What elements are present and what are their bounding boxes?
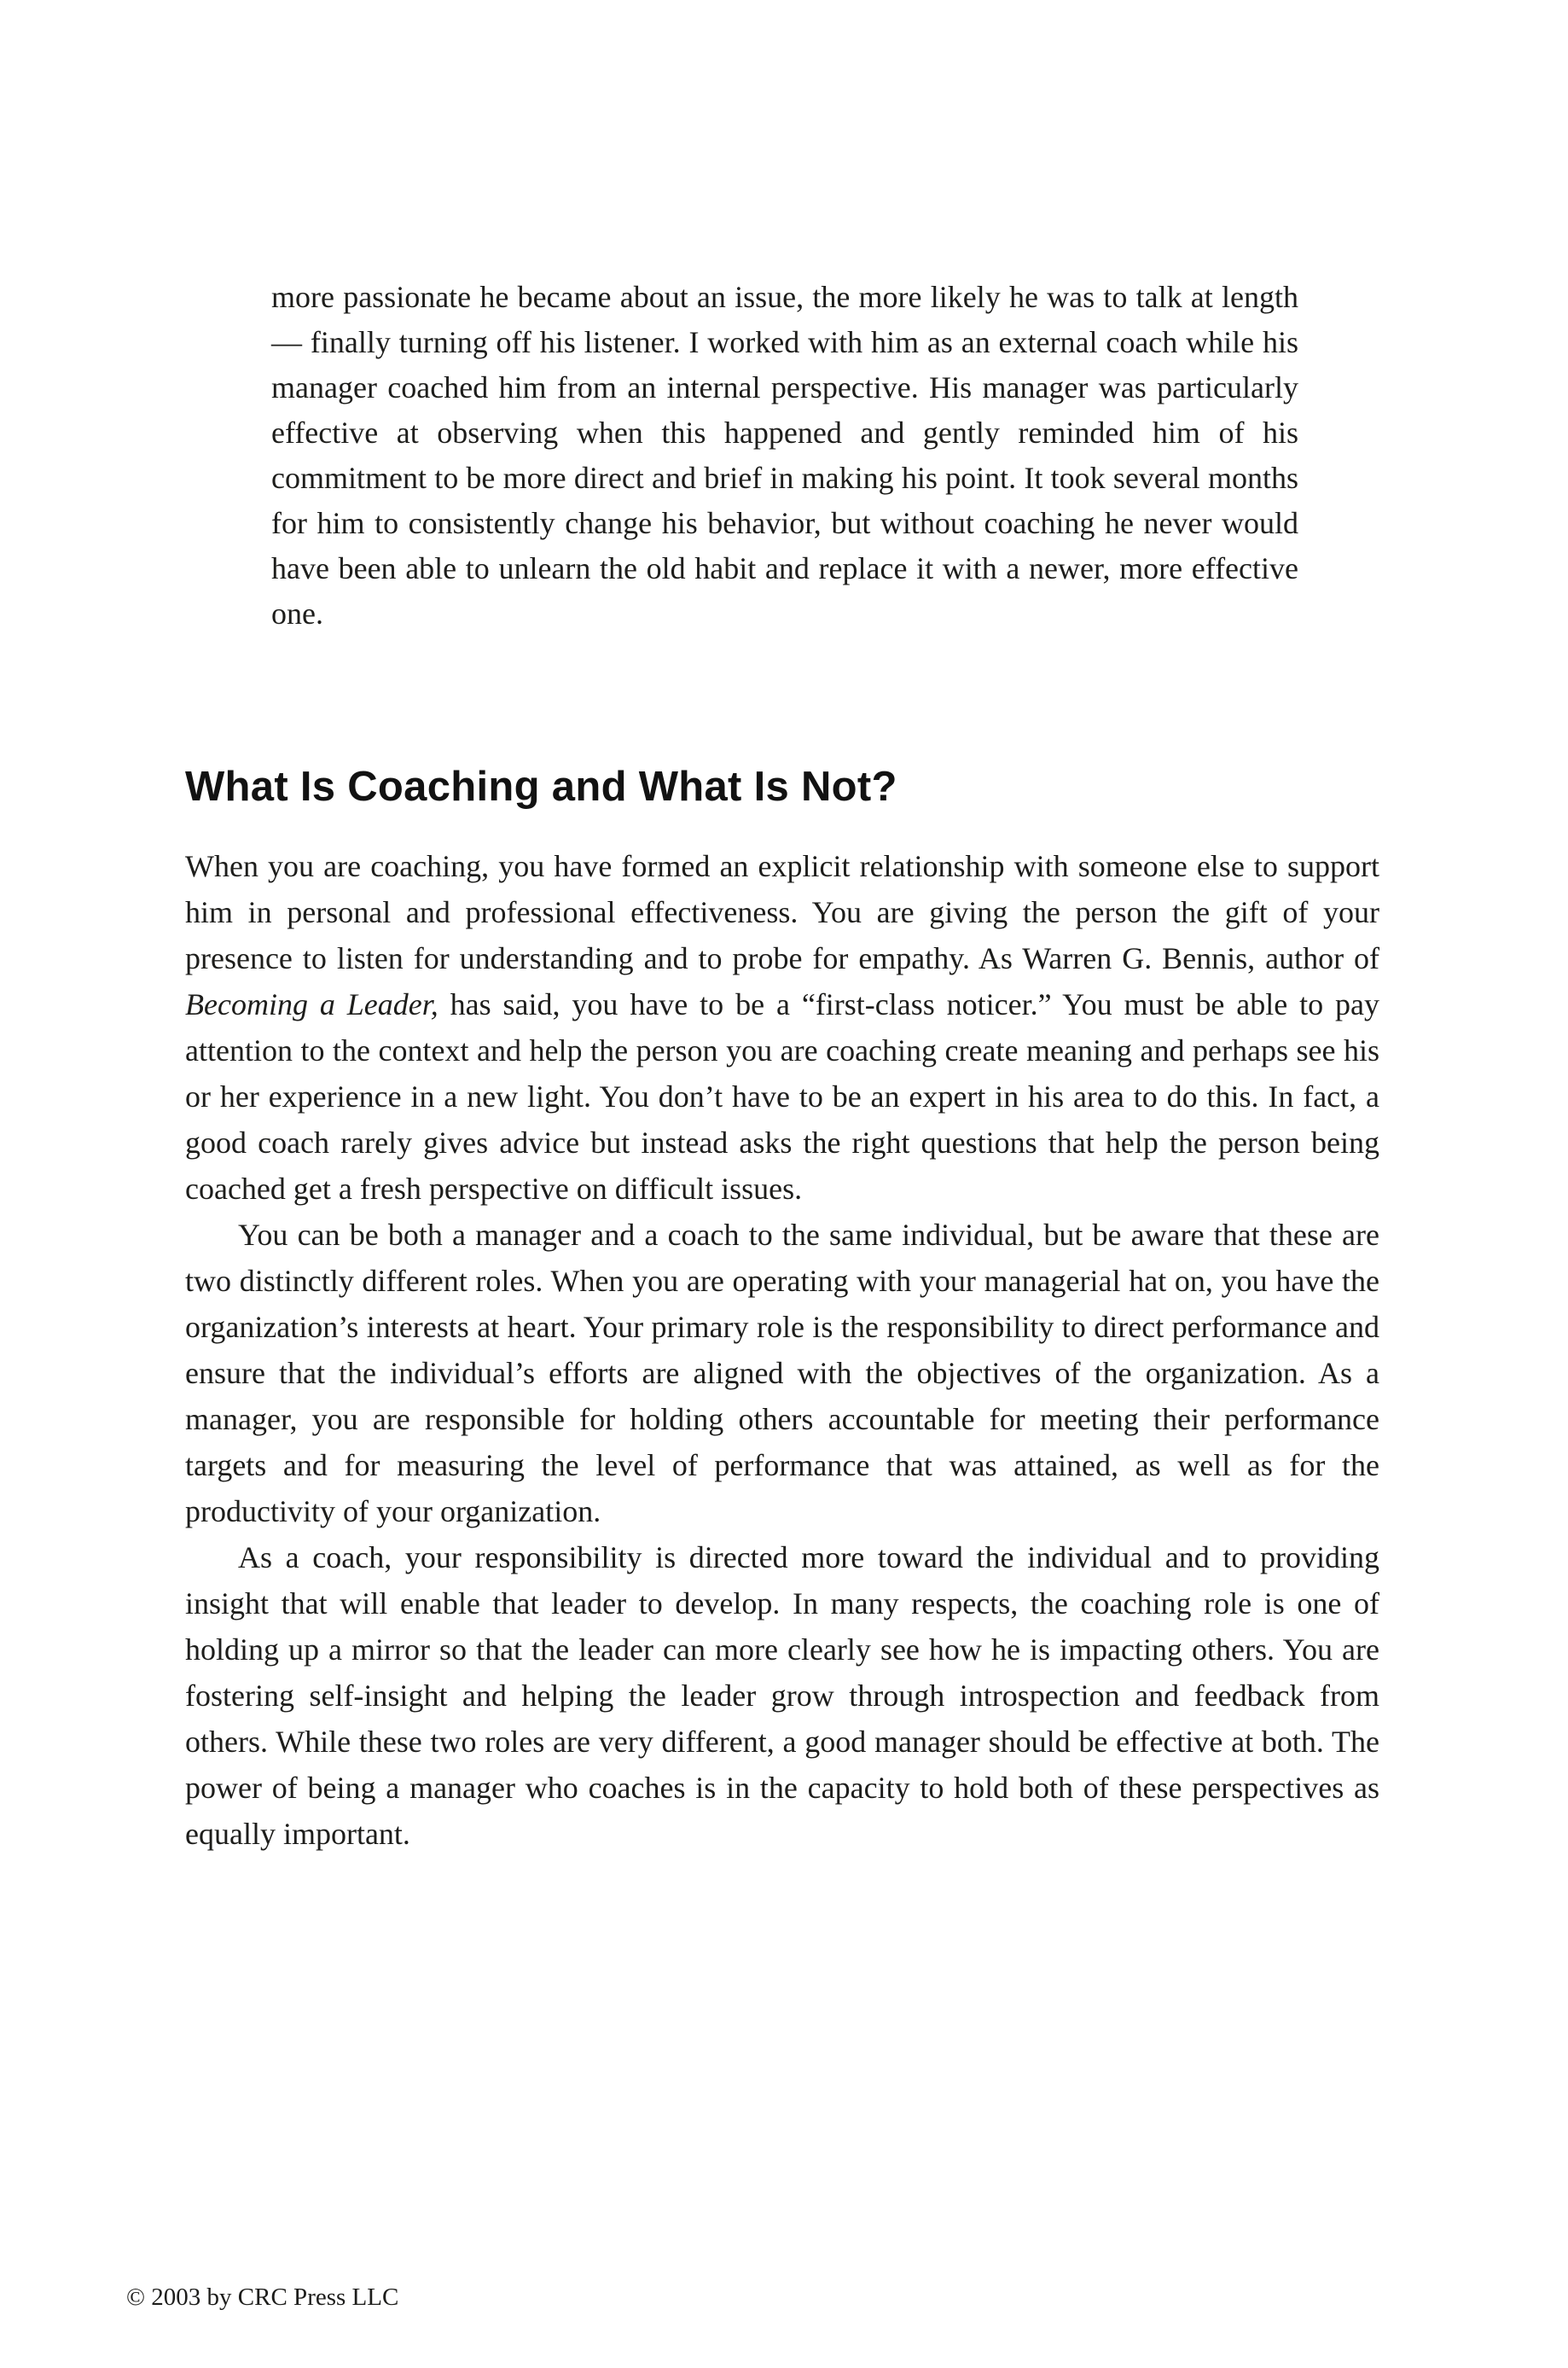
paragraph-text: When you are coaching, you have formed an explicit relationship with someone else to support him in personal and professional effectiveness. You are giving the person the gift of your presence to listen for understanding and to probe for empathy. As Warren G. Bennis, author of xyxy=(185,849,1379,975)
excerpt-paragraph: more passionate he became about an issue, the more likely he was to talk at length — finally turning off his listener. I worked with him as an external coach while his manager coached him from an internal perspective. His manager was particularly effective at observing when this happened and gently reminded him of his commitment to be more direct and brief in making his point. It took several months for him to consistently change his behavior, but without coaching he never would have been able to unlearn the old habit and replace it with a newer, more effective one. xyxy=(271,280,1298,631)
book-title-italic: Becoming a Leader, xyxy=(185,987,438,1021)
paragraph xyxy=(185,1212,1379,1534)
paragraph xyxy=(185,1534,1379,1857)
paragraph xyxy=(185,843,1379,1212)
copyright-footer: © 2003 by CRC Press LLC xyxy=(126,2284,399,2311)
paragraph-text: You can be both a manager and a coach to the same individual, but be aware that these are two distinctly different roles. When you are operating with your managerial hat on, you have the organization’s interests at heart. Your primary role is the responsibility to direct performance and ensure that the individual’s efforts are aligned with the objectives of the organization. As a manager, you are responsible for holding others accountable for meeting their performance targets and for measuring the level of performance that was attained, as well as for the productivity of your organization. xyxy=(185,1218,1379,1528)
paragraph-text: has said, you have to be a “first-class noticer.” You must be able to pay attention to the context and help the person you are coaching create meaning and perhaps see his or her experience in a new light. You don’t have to be an expert in his area to do this. In fact, a good coach rarely gives advice but instead asks the right questions that help the person being coached get a fresh perspective on difficult issues. xyxy=(185,987,1379,1206)
body-paragraphs xyxy=(185,843,1379,1857)
section-heading: What Is Coaching and What Is Not? xyxy=(185,764,897,810)
paragraph-text: As a coach, your responsibility is directed more toward the individual and to providing insight that will enable that leader to develop. In many respects, the coaching role is one of holding up a mirror so that the leader can more clearly see how he is impacting others. You are fostering self-insight and helping the leader grow through introspection and feedback from others. While these two roles are very different, a good manager should be effective at both. The power of being a manager who coaches is in the capacity to hold both of these perspectives as equally important. xyxy=(185,1540,1379,1851)
